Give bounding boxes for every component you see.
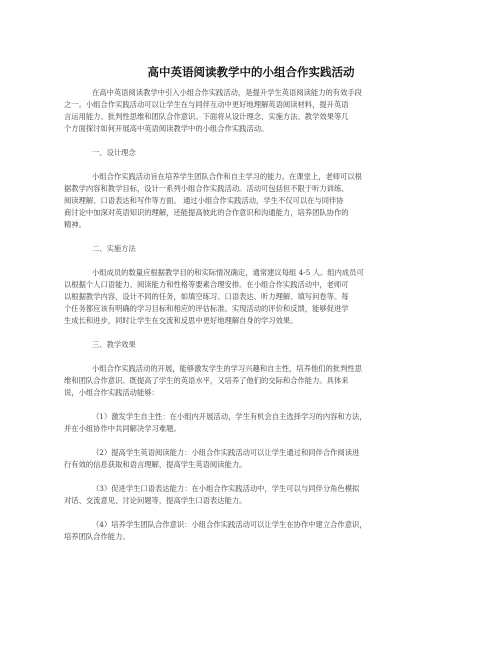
section3-line: 小组合作实践活动的开展，能够激发学生的学习兴趣和自主性，培养他们的批判性思: [92, 364, 362, 373]
section2-line: 小组成员的数量应根据教学目的和实际情况确定，通常建议每组 4-5 人。组内成员可: [92, 268, 364, 277]
section1-line: 小组合作实践活动旨在培养学生团队合作和自主学习的能力。在课堂上，老师可以根: [92, 172, 362, 181]
intro-line: 言运用能力、批判性思维和团队合作意识。下面将从设计理念、实施方法、教学效果等几: [64, 112, 349, 121]
effect-item-line: 对话、交流意见、讨论问题等，提高学生口语表达能力。: [64, 496, 247, 505]
effect-item-line: （2）提高学生英语阅读能力：小组合作实践活动可以让学生通过和同伴合作阅读进: [92, 448, 360, 457]
section2-line: 以根据教学内容，设计不同的任务，如填空练习、口语表达、听力理解、填写问卷等。每: [64, 292, 349, 301]
section1-line: 阅读理解、口语表达和写作等方面。 通过小组合作实践活动，学生不仅可以在与同伴协: [64, 196, 344, 205]
effect-item-line: （4）培养学生团队合作意识：小组合作实践活动可以让学生在协作中建立合作意识，: [92, 520, 367, 529]
section-heading-method: 二、实施方法: [92, 244, 136, 253]
intro-line: 在高中英语阅读教学中引入小组合作实践活动，是提升学生英语阅读能力的有效手段: [92, 88, 362, 97]
effect-item-line: （3）促进学生口语表达能力：在小组合作实践活动中，学生可以与同伴分角色模拟: [92, 484, 360, 493]
effect-item-line: 行有效的信息获取和语言理解，提高学生英语阅读能力。: [64, 460, 247, 469]
effect-item-line: 并在小组协作中共同解决学习难题。: [64, 424, 181, 433]
intro-line: 之一。小组合作实践活动可以让学生在与同伴互动中更好地理解英语阅读材料，提升英语: [64, 100, 349, 109]
section1-line: 精神。: [64, 220, 86, 229]
section2-line: 生成长和进步，同时让学生在交流和反思中更好地理解自身的学习效果。: [64, 316, 298, 325]
section-heading-design: 一、设计理念: [92, 148, 136, 157]
section-heading-effects: 三、教学效果: [92, 340, 136, 349]
section2-line: 以根据个人口语能力、阅读能力和性格等要素合理安排。在小组合作实践活动中，老师可: [64, 280, 349, 289]
document-title: 高中英语阅读教学中的小组合作实践活动: [147, 65, 355, 79]
section1-line: 商讨论中加深对英语知识的理解，还能提高彼此的合作意识和沟通能力，培养团队协作的: [64, 208, 349, 217]
section3-line: 说，小组合作实践活动能够：: [64, 388, 159, 397]
effect-item-line: 培养团队合作能力。: [64, 532, 130, 541]
section1-line: 据教学内容和教学目标，设计一系列小组合作实践活动。活动可包括但不限于听力训练、: [64, 184, 349, 193]
section2-line: 个任务都应该有明确的学习目标和相应的评估标准。实现活动的评价和反馈，能够促进学: [64, 304, 349, 313]
effect-item-line: （1）激发学生自主性：在小组内开展活动，学生有机会自主选择学习的内容和方法，: [92, 412, 367, 421]
intro-line: 个方面探讨如何开展高中英语阅读教学中的小组合作实践活动。: [64, 124, 269, 133]
section3-line: 维和团队合作意识。既提高了学生的英语水平，又培养了他们的交际和合作能力。具体来: [64, 376, 349, 385]
